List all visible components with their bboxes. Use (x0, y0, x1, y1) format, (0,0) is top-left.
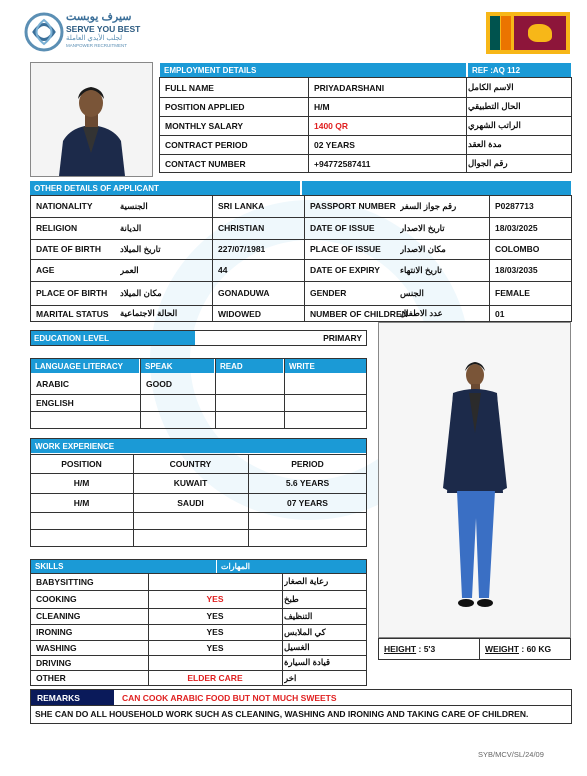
detail-label: NATIONALITY (36, 201, 93, 211)
detail-label: DATE OF BIRTH (36, 244, 102, 254)
detail-label-arabic: الديانة (120, 222, 142, 233)
logo-sub-arabic: لجلب الأيدي العاملة (66, 35, 123, 42)
skill-label: CLEANING (36, 611, 81, 621)
row-divider (30, 529, 367, 530)
skill-value (148, 655, 282, 670)
skill-label-arabic: اخر (284, 672, 297, 683)
language-name: ARABIC (36, 379, 70, 389)
work-column-header: COUNTRY (169, 458, 212, 469)
employment-label-arabic: الحال التطبيقي (468, 101, 521, 111)
employment-value: 1400 QR (314, 120, 349, 131)
detail-label: GENDER (310, 288, 347, 298)
detail-label: AGE (36, 265, 55, 275)
row-divider (30, 411, 367, 412)
work-country: SAUDI (177, 497, 204, 508)
language-name: ENGLISH (36, 397, 74, 408)
skills-header-arabic: المهارات (217, 560, 366, 573)
applicant-photo-full (378, 322, 571, 638)
language-column-header: LANGUAGE LITERACY (31, 359, 139, 373)
detail-label-arabic: الجنسية (120, 200, 148, 211)
applicant-photo-small (30, 62, 153, 177)
language-column-header: SPEAK (141, 359, 214, 373)
employment-label: CONTACT NUMBER (165, 158, 246, 169)
skill-label: OTHER (36, 673, 66, 683)
detail-value: 18/03/2025 (495, 223, 538, 233)
skill-label: DRIVING (36, 657, 72, 668)
detail-label-arabic: تاريخ الاصدار (400, 222, 445, 233)
employment-label-arabic: مدة العقد (468, 139, 502, 149)
skill-label-arabic: قيادة السيارة (284, 657, 331, 667)
work-country: KUWAIT (173, 478, 208, 488)
language-read (217, 394, 282, 411)
employment-label: FULL NAME (165, 82, 214, 93)
work-position: H/M (73, 497, 90, 508)
row-divider (30, 512, 367, 513)
logo-name: SERVE YOU BEST (66, 24, 141, 34)
language-speak (142, 394, 213, 411)
education-level-value: PRIMARY (323, 333, 362, 343)
skill-value: YES (206, 611, 224, 621)
detail-value: WIDOWED (218, 308, 261, 319)
skill-value: YES (206, 627, 224, 637)
work-column-header: PERIOD (291, 458, 324, 469)
detail-value: CHRISTIAN (218, 223, 265, 233)
employment-value: PRIYADARSHANI (314, 82, 385, 93)
education-level-header: EDUCATION LEVEL (30, 331, 195, 345)
height-field (380, 641, 478, 657)
logo-arabic: سيرف يوبست (66, 11, 132, 23)
detail-value: GONADUWA (218, 288, 270, 298)
skill-label-arabic: طبخ (284, 593, 299, 604)
work-position: H/M (73, 478, 90, 488)
detail-value: SRI LANKA (218, 201, 265, 211)
skill-label: COOKING (36, 594, 77, 604)
work-period: 5.6 YEARS (285, 478, 330, 488)
work-column-header: POSITION (61, 458, 102, 469)
detail-label: MARITAL STATUS (36, 308, 109, 319)
detail-label-arabic: مكان الاصدار (400, 243, 446, 254)
detail-label-arabic: الجنس (400, 287, 424, 298)
remarks-header: REMARKS (31, 690, 114, 705)
company-logo (24, 10, 144, 55)
employment-label: CONTRACT PERIOD (165, 139, 248, 150)
detail-label: DATE OF EXPIRY (310, 265, 380, 275)
employment-label: MONTHLY SALARY (165, 120, 244, 131)
other-details-header-right (302, 181, 571, 195)
detail-label: PLACE OF BIRTH (36, 288, 108, 298)
skill-value: YES (206, 642, 224, 653)
detail-label-arabic: رقم جواز السفر (400, 200, 457, 211)
detail-label: DATE OF ISSUE (310, 223, 375, 233)
language-column-header: READ (216, 359, 283, 373)
employment-label-arabic: الاسم الكامل (468, 82, 514, 92)
skill-label: WASHING (36, 642, 77, 653)
language-read (217, 374, 282, 394)
detail-label-arabic: تاريخ الميلاد (120, 243, 161, 254)
language-column-header: WRITE (285, 359, 366, 373)
skill-label: BABYSITTING (36, 576, 94, 587)
employment-value: H/M (314, 101, 330, 112)
work-experience-header: WORK EXPERIENCE (31, 439, 366, 453)
employment-details-header: EMPLOYMENT DETAILS (160, 63, 466, 77)
detail-value: 44 (218, 265, 228, 275)
skill-label-arabic: كي الملابس (284, 626, 326, 637)
detail-label-arabic: مكان الميلاد (120, 287, 162, 298)
detail-label: NUMBER OF CHILDREN (310, 308, 408, 319)
weight-field (481, 641, 571, 657)
detail-value: 18/03/2035 (495, 265, 538, 275)
detail-label-arabic: عدد الاطفال (400, 308, 443, 318)
skill-label-arabic: التنظيف (284, 610, 313, 621)
detail-value: 227/07/1981 (218, 244, 266, 254)
detail-value: 01 (495, 308, 505, 319)
detail-value: P0287713 (495, 201, 534, 211)
height-value: : 5'3 (418, 644, 436, 654)
detail-label-arabic: الحالة الاجتماعية (120, 308, 178, 318)
employment-value: +94772587411 (314, 158, 371, 169)
detail-label: PASSPORT NUMBER (310, 201, 396, 211)
sri-lanka-flag-icon (486, 12, 570, 54)
detail-value: FEMALE (495, 288, 530, 298)
other-details-header: OTHER DETAILS OF APPLICANT (30, 181, 300, 195)
remarks-text: SHE CAN DO ALL HOUSEHOLD WORK SUCH AS CLEANING, WASHING AND IRONING AND TAKING CARE OF CHILDREN. (35, 709, 529, 719)
document-code: SYB/MCV/SL/24/09 (478, 750, 544, 759)
detail-label-arabic: العمر (120, 264, 139, 275)
remarks-highlight: CAN COOK ARABIC FOOD BUT NOT MUCH SWEETS (122, 692, 337, 703)
skill-value: ELDER CARE (187, 673, 243, 683)
logo-sub: MANPOWER RECRUITMENT (66, 43, 127, 48)
employment-label-arabic: رقم الجوال (468, 158, 508, 168)
language-write (286, 374, 365, 394)
detail-label: PLACE OF ISSUE (310, 244, 381, 254)
skills-header: SKILLS (31, 560, 216, 573)
language-write (286, 394, 365, 411)
detail-label: RELIGION (36, 223, 78, 233)
skill-value: YES (206, 594, 224, 604)
skill-label-arabic: رعاية الصغار (284, 576, 329, 586)
employment-label-arabic: الراتب الشهري (468, 120, 521, 130)
detail-value: COLOMBO (495, 244, 540, 254)
skill-label-arabic: الغسيل (284, 642, 310, 652)
ref-number: REF :AQ 112 (468, 63, 571, 77)
language-speak: GOOD (146, 379, 172, 389)
employment-value: 02 YEARS (314, 139, 355, 150)
skill-label: IRONING (36, 627, 73, 637)
work-period: 07 YEARS (287, 497, 328, 508)
weight-label: WEIGHT (485, 644, 519, 654)
height-label: HEIGHT (384, 644, 417, 654)
detail-label-arabic: تاريخ الانتهاء (400, 264, 442, 275)
skill-value (148, 573, 282, 590)
weight-value: : 60 KG (521, 644, 552, 654)
employment-label: POSITION APPLIED (165, 101, 245, 112)
